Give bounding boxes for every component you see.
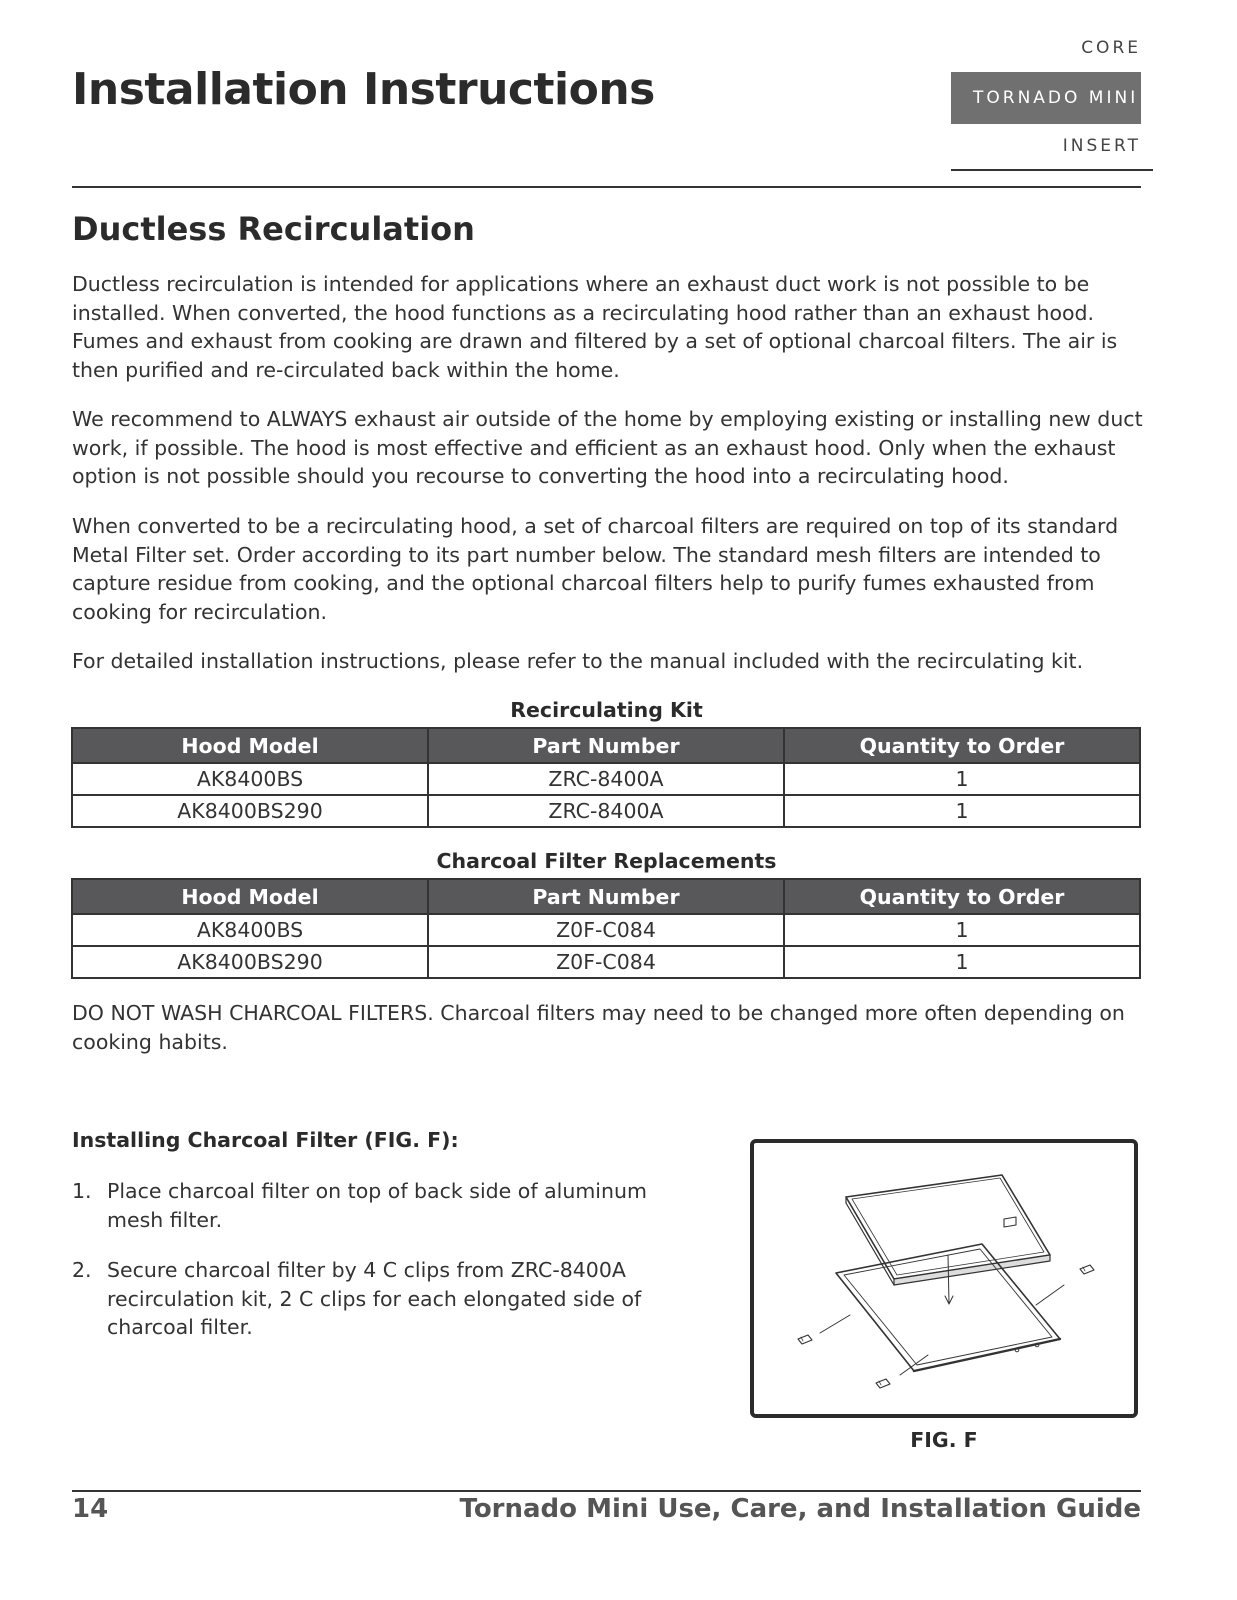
step-number: 1. bbox=[72, 1179, 92, 1203]
intro-paragraph: Ductless recirculation is intended for applications where an exhaust duct work is not possible to be installed. When converted, the hood functions as a recirculating hood rather than an exhaust hood. Fumes and exhaust from cooking are drawn and filtered by a set of optional charcoal filters. The air is then purified and re-circulated back within the home. bbox=[72, 272, 1118, 382]
nav-item-tornado-mini-active[interactable]: TORNADO MINI bbox=[951, 72, 1141, 124]
part-number-cell: Z0F-C084 bbox=[428, 914, 784, 946]
page-number: 14 bbox=[72, 1494, 109, 1524]
column-header: Quantity to Order bbox=[784, 879, 1140, 914]
c-clip-icon bbox=[798, 1315, 850, 1344]
install-step bbox=[72, 1256, 672, 1346]
table-header-row bbox=[72, 728, 1140, 763]
down-arrow-icon bbox=[945, 1255, 953, 1304]
recirculating-kit-table bbox=[71, 727, 1141, 828]
section-heading: Ductless Recirculation bbox=[72, 210, 475, 248]
table-header-row bbox=[72, 879, 1140, 914]
quantity-cell: 1 bbox=[784, 914, 1140, 946]
table-row bbox=[72, 795, 1140, 827]
column-header: Part Number bbox=[428, 879, 784, 914]
column-header: Hood Model bbox=[72, 728, 428, 763]
hood-model-cell: AK8400BS290 bbox=[72, 946, 428, 978]
step-text: Secure charcoal filter by 4 C clips from ZRC-8400A recirculation kit, 2 C clips for each elongated side of charcoal filter. bbox=[107, 1258, 642, 1339]
column-header: Quantity to Order bbox=[784, 728, 1140, 763]
c-clip-icon bbox=[876, 1355, 928, 1388]
footer-guide-title: Tornado Mini Use, Care, and Installation Guide bbox=[459, 1494, 1141, 1524]
charcoal-filter-diagram bbox=[754, 1143, 1134, 1414]
charcoal-filter-caption: Charcoal Filter Replacements bbox=[436, 849, 777, 873]
nav-underline bbox=[951, 169, 1153, 171]
table-row bbox=[72, 946, 1140, 978]
figure-f-frame bbox=[750, 1139, 1138, 1418]
install-step bbox=[72, 1177, 672, 1237]
header-divider bbox=[72, 186, 1141, 188]
step-number: 2. bbox=[72, 1258, 92, 1282]
quantity-cell: 1 bbox=[784, 795, 1140, 827]
hood-model-cell: AK8400BS bbox=[72, 763, 428, 795]
table-row bbox=[72, 914, 1140, 946]
part-number-cell: ZRC-8400A bbox=[428, 763, 784, 795]
manual-reference-paragraph: For detailed installation instructions, please refer to the manual included with the recirculating kit. bbox=[72, 649, 1084, 673]
table-row bbox=[72, 763, 1140, 795]
recirculating-kit-caption: Recirculating Kit bbox=[510, 698, 703, 722]
recommendation-paragraph: We recommend to ALWAYS exhaust air outside of the home by employing existing or installing new duct work, if possible. The hood is most effective and efficient as an exhaust hood. Only when the exhaust option is not possible should you recourse to converting the hood into a recirculating hood. bbox=[72, 407, 1143, 488]
charcoal-filter-table bbox=[71, 878, 1141, 979]
hood-model-cell: AK8400BS290 bbox=[72, 795, 428, 827]
figure-caption: FIG. F bbox=[910, 1428, 978, 1452]
footer-divider bbox=[72, 1490, 1141, 1492]
conversion-paragraph: When converted to be a recirculating hood, a set of charcoal filters are required on top of its standard Metal Filter set. Order according to its part number below. The standard mesh filters are intended to capture residue from cooking, and the optional charcoal filters help to purify fumes exhausted from cooking for recirculation. bbox=[72, 514, 1119, 624]
quantity-cell: 1 bbox=[784, 946, 1140, 978]
page-title: Installation Instructions bbox=[72, 64, 655, 115]
part-number-cell: ZRC-8400A bbox=[428, 795, 784, 827]
quantity-cell: 1 bbox=[784, 763, 1140, 795]
washing-warning: DO NOT WASH CHARCOAL FILTERS. Charcoal filters may need to be changed more often depending on cooking habits. bbox=[72, 1001, 1125, 1054]
nav-item-insert[interactable]: INSERT bbox=[1062, 136, 1141, 156]
install-steps-heading: Installing Charcoal Filter (FIG. F): bbox=[72, 1128, 459, 1152]
nav-item-core[interactable]: CORE bbox=[1081, 38, 1141, 58]
step-text: Place charcoal filter on top of back side of aluminum mesh filter. bbox=[107, 1179, 647, 1232]
hood-model-cell: AK8400BS bbox=[72, 914, 428, 946]
column-header: Part Number bbox=[428, 728, 784, 763]
c-clip-icon bbox=[1036, 1265, 1094, 1305]
column-header: Hood Model bbox=[72, 879, 428, 914]
part-number-cell: Z0F-C084 bbox=[428, 946, 784, 978]
